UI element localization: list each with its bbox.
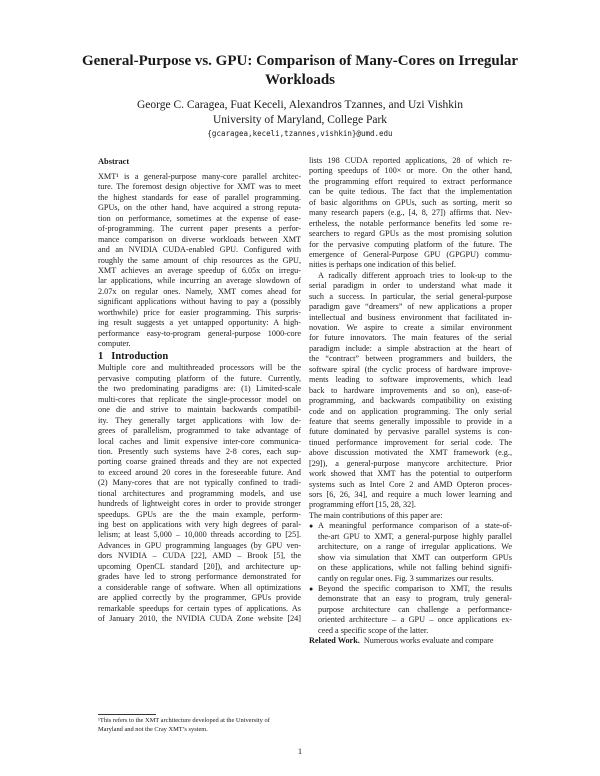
body-line: for future innovators. The main features of the serial [309,333,512,343]
abstract-line: roughly the same amount of chip resources as the GPU, [98,255,301,265]
abstract-line: XMT¹ is a general-purpose many-core parallel architec- [98,172,301,181]
left-column [98,156,301,624]
footnote-line: Maryland and not the Cray XMT’s system. [98,725,208,733]
abstract-line: the highest standards for ease of parallel programming. [98,192,301,202]
intro-line: of January 2010, the NVIDIA CUDA Zone website [24] [98,613,301,623]
related-work-heading: Related Work. [309,636,360,646]
bullet-line: ● A meaningful performance comparison of a state-of- [309,521,512,531]
section-heading-introduction [98,350,301,363]
bullet-line: cantly on regular ones. Fig. 3 summarizes our results. [318,573,494,583]
body-line: software spiral (the cyclic process of hardware improve- [309,364,512,374]
abstract-line: computer. [98,339,131,348]
body-line: ertheless, the notable performance benefits led some re- [309,218,512,228]
body-line: [29]), a general-purpose manycore architecture. Prior [309,458,512,468]
introduction-body [98,363,301,624]
abstract-line: worthwhile) price for easier programming. This surpris- [98,307,301,317]
intro-line: grades have led to strong performance demonstrated for [98,572,301,582]
intro-line: multi-cores that replicate the single-processor model on [98,394,301,404]
body-line: tinued performance improvement for serial code. The [309,437,512,447]
intro-line: Multiple core and multithreaded processors will be the [98,363,301,373]
body-line: searchers to regard GPUs as the most promising solution [309,229,512,239]
intro-line: ity. They generally target applications with low de- [98,415,301,425]
contribution-item [309,521,512,584]
body-line: can be quite tedious. The fact that the implementation [309,187,512,197]
abstract-line: significant applications without having to pay a (possibly [98,297,301,307]
bullet-icon: ● [309,522,314,531]
page-number: 1 [297,746,303,756]
serial-paradigm-paragraph [309,271,512,511]
abstract-line: GPUs, on the other hand, have acquired a strong reputa- [98,203,301,213]
body-line: systems such as Intel Core 2 and AMD Opteron proces- [309,479,512,489]
abstract-line: of-programming. The current paper presents a perfor- [98,224,301,234]
bullet-line: show via simulation that XMT can outperform GPUs [318,552,512,562]
contributions-intro: The main contributions of this paper are: [309,510,443,520]
body-line: the programming effort required to extract performance [309,176,512,186]
body-line: ments leading to software improvements, which lead [309,375,512,385]
bullet-line: architecture, on a range of irregular applications. We [318,542,512,552]
body-line: work showed that XMT has the potential to outperform [309,469,512,479]
abstract-line: tion on performance, sometimes at the expense of ease- [98,213,301,223]
affiliation: University of Maryland, College Park [212,114,388,126]
intro-line: remarkable speedups for certain types of applications. As [98,603,301,613]
intro-line: grees of parallelism, programmed to take advantage of [98,426,301,436]
paper-title [70,52,530,90]
intro-line: local caches and limit expensive inter-core communica- [98,436,301,446]
author-emails: {gcaragea,keceli,tzannes,vishkin}@umd.edu [207,129,393,138]
title-line: General-Purpose vs. GPU: Comparison of Many-Cores on Irregular [81,53,519,69]
body-line: many research papers (e.g., [4, 8, 27]) affirms that. Nev- [309,208,512,218]
bullet-line: the-art GPU to XMT, a general-purpose highly parallel [318,531,512,541]
bullet-line: on these applications, while not falling behind signifi- [318,563,512,573]
contribution-item [309,584,512,636]
intro-line: lelism; at least 5,000 – 10,000 threads according to [25]. [98,530,301,540]
bullet-icon: ● [309,584,314,593]
abstract-line: performance easy-to-program general-purpose 1000-core [98,328,301,338]
intro-line: pervasive computing platform of the future. Currently, [98,373,301,383]
intro-line: the two predominating paradigms are: (1) Limited-scale [98,384,301,394]
body-line: future dominated by pervasive parallel systems is con- [309,427,512,437]
body-line: nities is perhaps one indication of this belief. [309,260,456,270]
intro-paragraph-continued [309,156,512,271]
body-line: sors [6, 26, 34], and require a much lower learning and [309,490,512,499]
abstract-line: and an NVIDIA CUDA-enabled GPU. Configured with [98,245,301,255]
body-line: the “contract” between programmers and builders, the [309,354,512,364]
body-line: paradigm include: a simple abstraction at the heart of [309,343,512,353]
abstract-line: lar applications, while incurring an average slowdown of [98,276,301,286]
intro-line: Advances in GPU programming languages (by GPU ven- [98,540,301,550]
body-line: serial paradigm in order to understand what made it [309,281,512,291]
body-line: A radically different approach tries to look-up to the [318,270,512,280]
body-line: novation. We aspire to create a similar environment [309,323,512,332]
intro-line: a considerable range of software. When all optimizations [98,582,301,592]
body-line: porting speedups of 100× or more. On the other hand, [309,166,512,176]
related-work-paragraph [309,636,512,646]
body-line: intellectual and business environment that facilitated in- [309,312,512,322]
intro-line: porting coarse grained threads and they are not expected [98,457,301,467]
body-line: programming, and backwards compatibility on existing [309,396,512,406]
footnote-divider [98,714,156,715]
body-line: lists 198 CUDA reported applications, 28 of which re- [309,156,512,165]
abstract-line: mance comparison on diverse workloads between XMT [98,234,301,244]
abstract-body [98,172,301,349]
intro-line: hundreds of lightweight cores in order to provide stronger [98,499,301,509]
body-line: back to hardware improvements and so on), ease-of- [309,385,512,395]
intro-line: speedups. GPUs are the the main example, perform- [98,509,301,519]
abstract-line: 2.07x on regular ones. Namely, XMT comes ahead for [98,286,301,296]
title-line: Workloads [264,72,336,88]
intro-line: tion. Presently such systems have 2-8 cores, each sup- [98,446,301,456]
intro-line: ing best on applications with very high degrees of paral- [98,520,301,529]
author-list: George C. Caragea, Fuat Keceli, Alexandros Tzannes, and Uzi Vishkin [136,99,463,111]
intro-line: one die and strive to maintain backwards compatibil- [98,405,301,415]
contributions-list [309,521,512,636]
section-title: Introduction [111,351,169,363]
body-line: paradigm gave “dreamers” of new applications a proper [309,302,512,312]
body-line: emergence of General-Purpose GPU (GPGPU) commu- [309,249,512,259]
intro-line: to exceed around 20 cores in the foreseeable future. And [98,467,301,477]
bullet-line: oriented architecture – a GPU – once applications ex- [318,615,512,625]
footnote-line: ¹This refers to the XMT architecture developed at the University of [98,717,270,724]
abstract-line: ture. The foremost design objective for XMT was to meet [98,182,301,192]
intro-line: upcoming OpenCL standard [20]), and architecture up- [98,561,301,571]
body-line: above discussion motivated the XMT framework (e.g., [309,448,512,458]
body-line: of basic algorithms on GPUs, such as sorting, merit so [309,197,512,207]
bullet-line: ● Beyond the specific comparison to XMT, the results [309,583,512,593]
intro-line: (2) Many-cores that are not typically confined to tradi- [98,478,301,488]
related-work-text: Numerous works evaluate and compare [363,636,494,646]
abstract-heading: Abstract [98,157,130,166]
body-line: programming effort [15, 28, 32]. [309,500,416,510]
bullet-line: ceed a specific scope of the latter. [318,625,429,635]
body-line: code and on application programming. The only serial [309,406,512,416]
footnote [98,717,301,734]
right-column [309,156,512,647]
body-line: such a success. In particular, the serial general-purpose [309,291,512,301]
body-line: feature that seems generally impossible to provide in a [309,416,512,426]
body-line: for the pervasive computing platform of the future. The [309,239,512,249]
intro-line: are applied correctly by the programmer, GPUs provide [98,593,301,603]
abstract-line: XMT achieves an average speedup of 6.05x on irregu- [98,265,301,275]
bullet-line: purpose architecture can challenge a performance- [318,604,512,614]
intro-line: tional architectures and programming models, and use [98,488,301,498]
intro-line: dors NVIDIA – CUDA [22], AMD – Brook [5], the [98,551,301,561]
abstract-line: ing result suggests a yet untapped opportunity: A high- [98,318,301,328]
section-number: 1 [98,351,104,363]
bullet-line: demonstrate that an easy to program, truly general- [318,594,512,604]
